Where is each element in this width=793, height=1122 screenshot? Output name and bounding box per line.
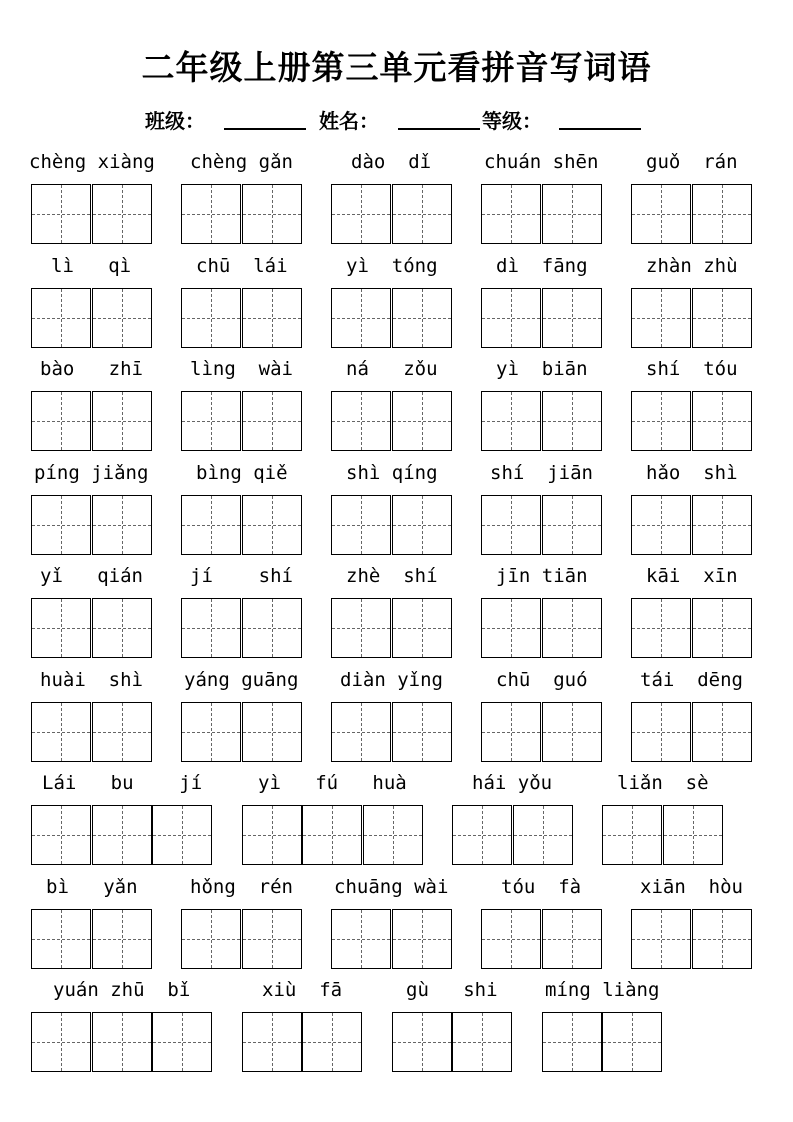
writing-cell[interactable] — [542, 598, 602, 658]
writing-cell[interactable] — [631, 598, 691, 658]
pinyin-label: chèng xiàng — [29, 151, 155, 173]
writing-cell[interactable] — [92, 391, 152, 451]
writing-cell[interactable] — [452, 805, 512, 865]
pinyin-label: shì qíng — [346, 462, 438, 484]
writing-cell[interactable] — [152, 1012, 212, 1072]
writing-cell[interactable] — [481, 495, 541, 555]
writing-cell[interactable] — [542, 495, 602, 555]
pinyin-label: ná zǒu — [346, 358, 438, 380]
pinyin-label: lì qì — [51, 255, 132, 277]
writing-cell[interactable] — [392, 391, 452, 451]
writing-cell[interactable] — [92, 288, 152, 348]
writing-cell[interactable] — [513, 805, 573, 865]
pinyin-label: xiān hòu — [640, 876, 743, 898]
writing-cell[interactable] — [242, 805, 302, 865]
writing-cell[interactable] — [692, 288, 752, 348]
writing-cell[interactable] — [631, 702, 691, 762]
pinyin-label: chū lái — [196, 255, 288, 277]
pinyin-label: lìng wài — [190, 358, 293, 380]
pinyin-label: zhàn zhù — [646, 255, 738, 277]
writing-cell[interactable] — [331, 598, 391, 658]
writing-cell[interactable] — [31, 909, 91, 969]
pinyin-label: bìng qiě — [196, 462, 288, 484]
writing-cell[interactable] — [481, 702, 541, 762]
writing-cell[interactable] — [602, 805, 662, 865]
writing-cell[interactable] — [631, 184, 691, 244]
pinyin-label: chuāng wài — [334, 876, 449, 898]
grade-blank[interactable] — [559, 128, 641, 130]
class-blank[interactable] — [224, 128, 306, 130]
writing-cell[interactable] — [392, 702, 452, 762]
writing-cell[interactable] — [692, 391, 752, 451]
pinyin-label: hǒng rén — [190, 876, 293, 898]
writing-cell[interactable] — [542, 1012, 602, 1072]
writing-cell[interactable] — [692, 184, 752, 244]
writing-cell[interactable] — [31, 288, 91, 348]
pinyin-label: yì biān — [496, 358, 588, 380]
pinyin-label: chèng gǎn — [190, 151, 293, 173]
writing-cell[interactable] — [542, 702, 602, 762]
pinyin-label: dào dǐ — [351, 151, 432, 173]
writing-cell[interactable] — [302, 805, 362, 865]
writing-cell[interactable] — [542, 391, 602, 451]
pinyin-label: yì fú huà — [258, 772, 407, 794]
writing-cell[interactable] — [602, 1012, 662, 1072]
writing-cell[interactable] — [31, 1012, 91, 1072]
pinyin-label: guǒ rán — [646, 151, 738, 173]
writing-cell[interactable] — [331, 391, 391, 451]
writing-cell[interactable] — [31, 184, 91, 244]
writing-cell[interactable] — [392, 495, 452, 555]
writing-cell[interactable] — [392, 288, 452, 348]
writing-cell[interactable] — [181, 702, 241, 762]
writing-cell[interactable] — [692, 495, 752, 555]
pinyin-label: yǐ qián — [40, 565, 143, 587]
writing-cell[interactable] — [31, 598, 91, 658]
writing-cell[interactable] — [242, 495, 302, 555]
writing-cell[interactable] — [331, 495, 391, 555]
pinyin-label: hǎo shì — [646, 462, 738, 484]
pinyin-label: chū guó — [496, 669, 588, 691]
writing-cell[interactable] — [181, 598, 241, 658]
pinyin-label: tái dēng — [640, 669, 743, 691]
pinyin-label: píng jiǎng — [34, 462, 149, 484]
writing-cell[interactable] — [242, 909, 302, 969]
writing-cell[interactable] — [692, 909, 752, 969]
pinyin-label: yì tóng — [346, 255, 438, 277]
writing-cell[interactable] — [481, 391, 541, 451]
writing-cell[interactable] — [242, 184, 302, 244]
writing-cell[interactable] — [363, 805, 423, 865]
writing-cell[interactable] — [92, 598, 152, 658]
pinyin-label: shí jiān — [490, 462, 593, 484]
pinyin-label: liǎn sè — [617, 772, 709, 794]
writing-cell[interactable] — [181, 184, 241, 244]
writing-cell[interactable] — [331, 909, 391, 969]
writing-cell[interactable] — [481, 184, 541, 244]
name-blank[interactable] — [398, 128, 480, 130]
pinyin-label: zhè shí — [346, 565, 438, 587]
writing-cell[interactable] — [331, 184, 391, 244]
writing-cell[interactable] — [31, 702, 91, 762]
writing-cell[interactable] — [242, 1012, 302, 1072]
writing-cell[interactable] — [181, 495, 241, 555]
writing-cell[interactable] — [631, 495, 691, 555]
class-label: 班级： — [145, 109, 205, 133]
writing-cell[interactable] — [631, 909, 691, 969]
writing-cell[interactable] — [92, 805, 152, 865]
pinyin-label: xiù fā — [262, 979, 343, 1001]
writing-cell[interactable] — [92, 1012, 152, 1072]
writing-cell[interactable] — [542, 288, 602, 348]
writing-cell[interactable] — [481, 909, 541, 969]
writing-cell[interactable] — [181, 288, 241, 348]
pinyin-label: chuán shēn — [484, 151, 599, 173]
writing-cell[interactable] — [152, 805, 212, 865]
pinyin-label: diàn yǐng — [340, 669, 443, 691]
writing-cell[interactable] — [392, 598, 452, 658]
writing-cell[interactable] — [242, 702, 302, 762]
writing-cell[interactable] — [331, 702, 391, 762]
writing-cell[interactable] — [92, 909, 152, 969]
writing-cell[interactable] — [542, 909, 602, 969]
writing-cell[interactable] — [31, 805, 91, 865]
writing-cell[interactable] — [181, 909, 241, 969]
writing-cell[interactable] — [631, 391, 691, 451]
writing-cell[interactable] — [452, 1012, 512, 1072]
writing-cell[interactable] — [31, 391, 91, 451]
writing-cell[interactable] — [31, 495, 91, 555]
writing-cell[interactable] — [692, 702, 752, 762]
writing-cell[interactable] — [242, 391, 302, 451]
writing-cell[interactable] — [92, 184, 152, 244]
writing-cell[interactable] — [481, 598, 541, 658]
pinyin-label: tóu fà — [501, 876, 582, 898]
writing-cell[interactable] — [392, 184, 452, 244]
pinyin-label: jí shí — [190, 565, 293, 587]
pinyin-label: kāi xīn — [646, 565, 738, 587]
pinyin-label: dì fāng — [496, 255, 588, 277]
pinyin-label: Lái bu jí — [42, 772, 203, 794]
writing-cell[interactable] — [302, 1012, 362, 1072]
pinyin-label: jīn tiān — [496, 565, 588, 587]
writing-cell[interactable] — [392, 1012, 452, 1072]
writing-cell[interactable] — [242, 598, 302, 658]
grade-label: 等级： — [482, 109, 542, 133]
pinyin-label: gù shi — [406, 979, 498, 1001]
writing-cell[interactable] — [92, 702, 152, 762]
writing-cell[interactable] — [181, 391, 241, 451]
writing-cell[interactable] — [392, 909, 452, 969]
writing-cell[interactable] — [331, 288, 391, 348]
worksheet-title: 二年级上册第三单元看拼音写词语 — [141, 48, 652, 87]
pinyin-label: yáng guāng — [184, 669, 299, 691]
pinyin-label: yuán zhū bǐ — [53, 979, 191, 1001]
pinyin-label: hái yǒu — [472, 772, 553, 794]
writing-cell[interactable] — [631, 288, 691, 348]
writing-cell[interactable] — [242, 288, 302, 348]
name-label: 姓名： — [319, 109, 379, 133]
writing-cell[interactable] — [542, 184, 602, 244]
writing-cell[interactable] — [92, 495, 152, 555]
writing-cell[interactable] — [481, 288, 541, 348]
writing-cell[interactable] — [692, 598, 752, 658]
pinyin-label: míng liàng — [545, 979, 660, 1001]
pinyin-label: huài shì — [40, 669, 143, 691]
pinyin-label: bì yǎn — [46, 876, 138, 898]
pinyin-label: bào zhī — [40, 358, 143, 380]
pinyin-label: shí tóu — [646, 358, 738, 380]
writing-cell[interactable] — [663, 805, 723, 865]
